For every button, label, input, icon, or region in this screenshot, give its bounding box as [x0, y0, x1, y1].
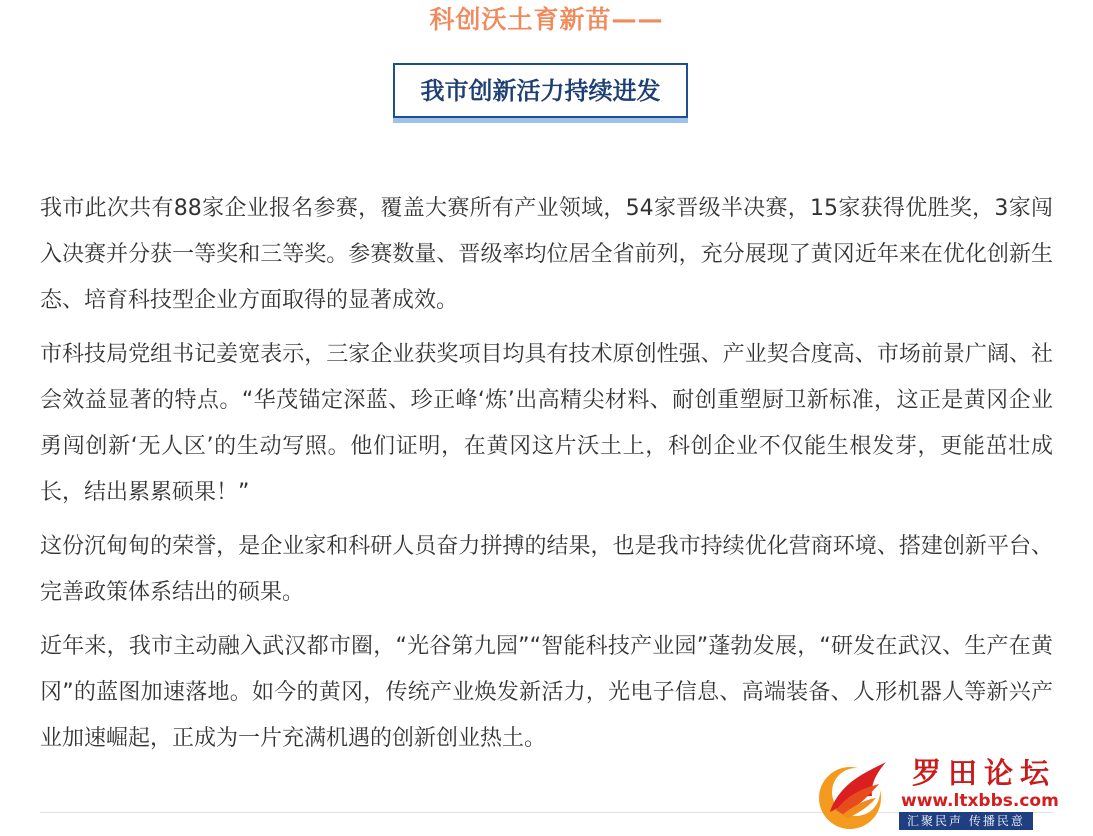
forum-watermark [812, 754, 1088, 832]
article-paragraph-2: 市科技局党组书记姜宽表示，三家企业获奖项目均具有技术原创性强、产业契合度高、市场前景广阔、社会效益显著的特点。“华茂锚定深蓝、珍正峰‘炼’出高精尖材料、耐创重塑厨卫新标准，这正是黄冈企业勇闯创新‘无人区’的生动写照。他们证明，在黄冈这片沃土上，科创企业不仅能生根发芽，更能茁壮成长，结出累累硕果！” [40, 342, 1053, 505]
forum-url: www.ltxbbs.com [901, 791, 1059, 811]
subtitle-text: 我市创新活力持续进发 [420, 76, 661, 105]
section-title: 科创沃土育新苗—— [429, 5, 664, 34]
phoenix-logo-icon [812, 754, 894, 836]
subtitle-box [393, 63, 688, 118]
forum-name: 罗田论坛 [912, 756, 1057, 790]
article-paragraph-4: 近年来，我市主动融入武汉都市圈，“光谷第九园”“智能科技产业园”蓬勃发展，“研发在武汉、生产在黄冈”的蓝图加速落地。如今的黄冈，传统产业焕发新活力，光电子信息、高端装备、人形机器人等新兴产业加速崛起，正成为一片充满机遇的创新创业热土。 [40, 634, 1053, 751]
article-paragraph-3: 这份沉甸甸的荣誉，是企业家和科研人员奋力拼搏的结果，也是我市持续优化营商环境、搭建创新平台、完善政策体系结出的硕果。 [40, 534, 1053, 605]
article-body [40, 186, 1053, 770]
article-paragraph-1: 我市此次共有88家企业报名参赛，覆盖大赛所有产业领域，54家晋级半决赛，15家获得优胜奖，3家闯入决赛并分获一等奖和三等奖。参赛数量、晋级率均位居全省前列，充分展现了黄冈近年来在优化创新生态、培育科技型企业方面取得的显著成效。 [40, 196, 1053, 313]
forum-slogan: 汇聚民声 传播民意 [899, 812, 1033, 830]
